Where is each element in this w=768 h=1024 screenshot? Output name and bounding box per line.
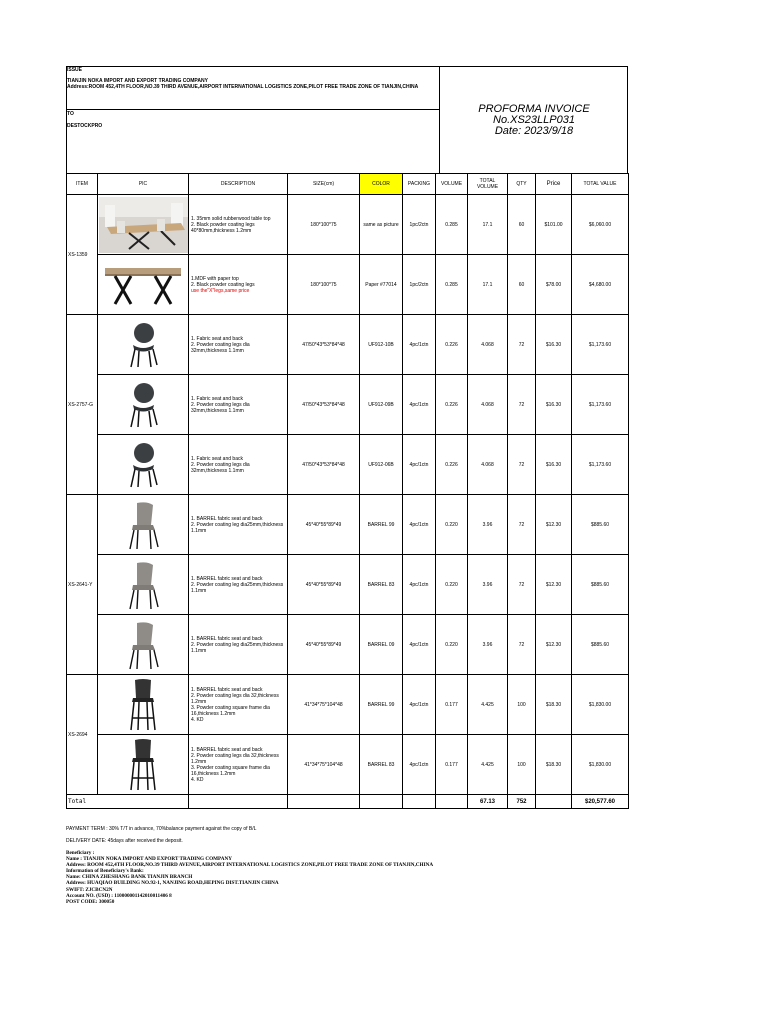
cell-color: BARREL 09 xyxy=(360,615,403,675)
cell-packing: 4pc/1ctn xyxy=(403,315,436,375)
cell-total-value: $1,173.60 xyxy=(572,315,629,375)
description-line: 1. BARREL fabric seat and back xyxy=(191,686,263,693)
col-packing: PACKING xyxy=(403,174,436,195)
description xyxy=(189,555,288,615)
cell-price: $18.30 xyxy=(536,675,572,735)
table-row xyxy=(67,435,629,495)
cell-qty: 60 xyxy=(508,195,536,255)
cell-packing: 4pc/1ctn xyxy=(403,495,436,555)
total-volume: 67.13 xyxy=(468,795,508,809)
header-row xyxy=(67,174,629,195)
beneficiary-line: Information of Beneficiary's Bank: xyxy=(66,868,144,875)
cell-total-value: $885.60 xyxy=(572,615,629,675)
cell-total-volume: 3.96 xyxy=(468,495,508,555)
cell-price: $101.00 xyxy=(536,195,572,255)
cell-size: 45*40*55*89*49 xyxy=(288,555,360,615)
cell-total-volume: 3.96 xyxy=(468,615,508,675)
cell-color: BARREL 99 xyxy=(360,675,403,735)
cell-qty: 100 xyxy=(508,735,536,795)
cell-price: $18.30 xyxy=(536,735,572,795)
product-picture xyxy=(98,675,189,735)
table-row xyxy=(67,735,629,795)
cell-total-value: $1,173.60 xyxy=(572,375,629,435)
cell-qty: 72 xyxy=(508,435,536,495)
cell-total-value: $1,830.00 xyxy=(572,735,629,795)
cell-size: 45*40*55*89*49 xyxy=(288,615,360,675)
description-line: 2. Powder coating legs dia 32mm,thickness 1.1mm xyxy=(191,401,250,414)
product-picture xyxy=(98,255,189,315)
description xyxy=(189,615,288,675)
description xyxy=(189,495,288,555)
cell-color: same as picture xyxy=(360,195,403,255)
description-line: 1. Fabric seat and back xyxy=(191,455,243,462)
table-row xyxy=(67,255,629,315)
dark-chair-icon xyxy=(99,441,187,489)
product-picture xyxy=(98,615,189,675)
cell-total-value: $6,060.00 xyxy=(572,195,629,255)
cell-color: UF912-10B xyxy=(360,315,403,375)
cell-qty: 60 xyxy=(508,255,536,315)
dark-chair-icon xyxy=(99,381,187,429)
cell-price: $16.30 xyxy=(536,375,572,435)
cell-qty: 72 xyxy=(508,315,536,375)
beneficiary-line: Name: CHINA ZHESHANG BANK TIANJIN BRANCH xyxy=(66,874,193,881)
invoice-title-block xyxy=(440,67,628,173)
invoice-header xyxy=(66,66,628,174)
product-picture xyxy=(98,435,189,495)
cell-size: 180*100*75 xyxy=(288,195,360,255)
description xyxy=(189,375,288,435)
cell-total-volume: 4.425 xyxy=(468,675,508,735)
total-label: Total xyxy=(67,795,189,809)
cell-price: $12.30 xyxy=(536,495,572,555)
cell-color: Paper #77014 xyxy=(360,255,403,315)
payment-term: PAYMENT TERM : 30% T/T in advance, 70%balance payment against the copy of B/L xyxy=(66,826,257,832)
description-line: 4. KD xyxy=(191,776,204,783)
cell-total-value: $885.60 xyxy=(572,555,629,615)
table-row xyxy=(67,675,629,735)
total-row xyxy=(67,795,629,809)
item-code: XS-1359 xyxy=(67,195,98,315)
cell-size: 45*40*55*89*49 xyxy=(288,495,360,555)
to-label: TO xyxy=(67,111,74,117)
col-item: ITEM xyxy=(67,174,98,195)
description-line: 2. Powder coating legs dia 32,thickness 1.2mm xyxy=(191,752,279,765)
product-picture xyxy=(98,315,189,375)
cell-volume: 0.177 xyxy=(436,735,468,795)
description-line: 1. BARREL fabric seat and back xyxy=(191,746,263,753)
grey-chair-icon xyxy=(99,499,187,551)
cell-volume: 0.226 xyxy=(436,375,468,435)
description xyxy=(189,675,288,735)
cell-packing: 4pc/1ctn xyxy=(403,435,436,495)
description-line: 2. Powder coating legs dia 32,thickness 1.2mm xyxy=(191,692,279,705)
description-line: 2. Powder coating legs dia 32mm,thickness 1.1mm xyxy=(191,461,250,474)
cell-total-volume: 4.068 xyxy=(468,435,508,495)
cell-price: $12.30 xyxy=(536,555,572,615)
description-note: use the"X"legs,same price xyxy=(191,287,250,294)
col-description: DESCRIPTION xyxy=(189,174,288,195)
description-line: 1. Fabric seat and back xyxy=(191,395,243,402)
description-line: 1. 35mm solid rubberwood table top xyxy=(191,215,271,222)
cell-packing: 4pc/1ctn xyxy=(403,675,436,735)
issuer-name: TIANJIN NOKA IMPORT AND EXPORT TRADING COMPANY xyxy=(67,78,208,84)
items-table xyxy=(66,173,629,809)
cell-size: 41*34*75*104*48 xyxy=(288,735,360,795)
description xyxy=(189,195,288,255)
description-line: 2. Powder coating legs dia 32mm,thickness 1.1mm xyxy=(191,341,250,354)
cell-qty: 72 xyxy=(508,555,536,615)
product-picture xyxy=(98,195,189,255)
beneficiary-line: POST CODE: 300050 xyxy=(66,898,115,905)
invoice-title: PROFORMA INVOICE xyxy=(478,102,590,115)
cell-price: $16.30 xyxy=(536,435,572,495)
terms-block xyxy=(66,826,766,844)
col-color: COLOR xyxy=(360,174,403,195)
cell-size: 41*34*75*104*48 xyxy=(288,675,360,735)
grey-chair-icon xyxy=(99,559,187,611)
description-line: 1. BARREL fabric seat and back xyxy=(191,515,263,522)
product-picture xyxy=(98,555,189,615)
product-picture xyxy=(98,735,189,795)
beneficiary-line: Address: HUAQIAO BUILDING NO.92-1, NANJING ROAD,HEPING DIST.TIANJIN CHINA xyxy=(66,880,279,887)
cell-color: BARREL 99 xyxy=(360,495,403,555)
delivery-date: DELIVERY DATE: 45days after received the deposit. xyxy=(66,838,183,844)
cell-volume: 0.285 xyxy=(436,255,468,315)
table-row xyxy=(67,495,629,555)
cell-color: BARREL 83 xyxy=(360,555,403,615)
description-line: 4. KD xyxy=(191,716,204,723)
bar-stool-icon xyxy=(99,738,187,792)
grey-chair-icon xyxy=(99,619,187,671)
cell-color: UF912-09B xyxy=(360,375,403,435)
cell-qty: 72 xyxy=(508,495,536,555)
description-line: 1. Fabric seat and back xyxy=(191,335,243,342)
cell-total-volume: 17.1 xyxy=(468,255,508,315)
cell-total-value: $1,830.00 xyxy=(572,675,629,735)
product-picture xyxy=(98,495,189,555)
item-code: XS-2757-G xyxy=(67,315,98,495)
beneficiary-line: Name : TIANJIN NOKA IMPORT AND EXPORT TRADING COMPANY xyxy=(66,856,233,863)
cell-color: BARREL 83 xyxy=(360,735,403,795)
col-total-value: TOTAL VALUE xyxy=(572,174,629,195)
issue-label: ISSUE xyxy=(67,67,83,73)
description xyxy=(189,255,288,315)
beneficiary-line: Account NO. (USD) : 110000001142010011406 8 xyxy=(66,892,172,899)
recipient-name: DESTOCKPRO xyxy=(67,123,103,129)
cell-qty: 72 xyxy=(508,375,536,435)
invoice-date: Date: 2023/9/18 xyxy=(494,124,574,137)
cell-size: 180*100*75 xyxy=(288,255,360,315)
beneficiary-line: SWIFT: ZJCBCN2N xyxy=(66,886,113,893)
col-pic: PIC xyxy=(98,174,189,195)
description-line: 2. Powder coating leg dia25mm,thickness 1.1mm xyxy=(191,641,284,654)
cell-total-volume: 4.068 xyxy=(468,375,508,435)
cell-total-volume: 4.425 xyxy=(468,735,508,795)
cell-color: UF912-06B xyxy=(360,435,403,495)
cell-volume: 0.220 xyxy=(436,555,468,615)
table-row xyxy=(67,315,629,375)
cell-packing: 4pc/1ctn xyxy=(403,375,436,435)
description-line: 3. Powder coating square frame dia 16,thickness 1.2mm xyxy=(191,764,270,777)
issuer-address: Address:ROOM 452,4TH FLOOR,NO.39 THIRD AVENUE,AIRPORT INTERNATIONAL LOGISTICS ZONE,PILOT FREE TRADE ZONE OF TIANJIN,CHINA xyxy=(67,84,419,90)
description-line: 1. BARREL fabric seat and back xyxy=(191,635,263,642)
description xyxy=(189,315,288,375)
cell-qty: 72 xyxy=(508,615,536,675)
description xyxy=(189,735,288,795)
cell-total-volume: 4.068 xyxy=(468,315,508,375)
cell-total-volume: 17.1 xyxy=(468,195,508,255)
bar-stool-icon xyxy=(99,678,187,732)
table-row xyxy=(67,555,629,615)
total-value: $20,577.60 xyxy=(572,795,629,809)
party-block xyxy=(67,67,440,173)
col-size: SIZE(cm) xyxy=(288,174,360,195)
cell-total-value: $885.60 xyxy=(572,495,629,555)
col-total-volume: TOTAL VOLUME xyxy=(468,174,508,195)
cell-packing: 1pc/2ctn xyxy=(403,255,436,315)
col-volume: VOLUME xyxy=(436,174,468,195)
beneficiary-line: Beneficiary : xyxy=(66,850,95,856)
cell-total-value: $1,173.60 xyxy=(572,435,629,495)
beneficiary-line: Address: ROOM 452,4TH FLOOR,NO.39 THIRD AVENUE,AIRPORT INTERNATIONAL LOGISTICS ZONE,PILOT FREE TRADE ZONE OF TIANJIN,CHINA xyxy=(66,862,434,869)
cell-volume: 0.226 xyxy=(436,315,468,375)
cell-volume: 0.177 xyxy=(436,675,468,735)
description-line: 2. Black powder coating legs 40*80mm,thickness 1.2mm xyxy=(191,221,255,234)
cell-packing: 4pc/1ctn xyxy=(403,615,436,675)
cell-packing: 1pc/2ctn xyxy=(403,195,436,255)
product-picture xyxy=(98,375,189,435)
table-row xyxy=(67,375,629,435)
table-row xyxy=(67,615,629,675)
description-line: 1.MDF with paper top xyxy=(191,275,239,282)
cell-packing: 4pc/1ctn xyxy=(403,555,436,615)
cell-total-value: $4,680.00 xyxy=(572,255,629,315)
cell-price: $12.30 xyxy=(536,615,572,675)
cell-volume: 0.226 xyxy=(436,435,468,495)
item-code: XS-2694 xyxy=(67,675,98,795)
dark-chair-icon xyxy=(99,321,187,369)
total-qty: 752 xyxy=(508,795,536,809)
cell-volume: 0.220 xyxy=(436,615,468,675)
cell-price: $16.30 xyxy=(536,315,572,375)
description-line: 1. BARREL fabric seat and back xyxy=(191,575,263,582)
divider xyxy=(67,109,439,110)
item-code: XS-2641-Y xyxy=(67,495,98,675)
cell-volume: 0.285 xyxy=(436,195,468,255)
cell-size: 47/50*43*53*84*48 xyxy=(288,435,360,495)
cell-size: 47/50*43*53*84*48 xyxy=(288,315,360,375)
cell-qty: 100 xyxy=(508,675,536,735)
table-row xyxy=(67,195,629,255)
dining-table-icon xyxy=(99,197,187,253)
description-line: 2. Powder coating leg dia25mm,thickness 1.1mm xyxy=(191,521,284,534)
col-price: Price xyxy=(536,174,572,195)
beneficiary-block xyxy=(66,850,766,905)
description-line: 2. Black powder coating legs xyxy=(191,281,255,288)
cell-size: 47/50*43*53*84*48 xyxy=(288,375,360,435)
cell-volume: 0.220 xyxy=(436,495,468,555)
cell-price: $78.00 xyxy=(536,255,572,315)
description xyxy=(189,435,288,495)
description-line: 3. Powder coating square frame dia 16,thickness 1.2mm xyxy=(191,704,270,717)
invoice-sheet xyxy=(66,66,628,809)
invoice-number: No.XS23LLP031 xyxy=(493,113,575,126)
col-qty: QTY xyxy=(508,174,536,195)
description-line: 2. Powder coating leg dia25mm,thickness 1.1mm xyxy=(191,581,284,594)
table-x-legs-icon xyxy=(99,264,187,306)
cell-packing: 4pc/1ctn xyxy=(403,735,436,795)
cell-total-volume: 3.96 xyxy=(468,555,508,615)
